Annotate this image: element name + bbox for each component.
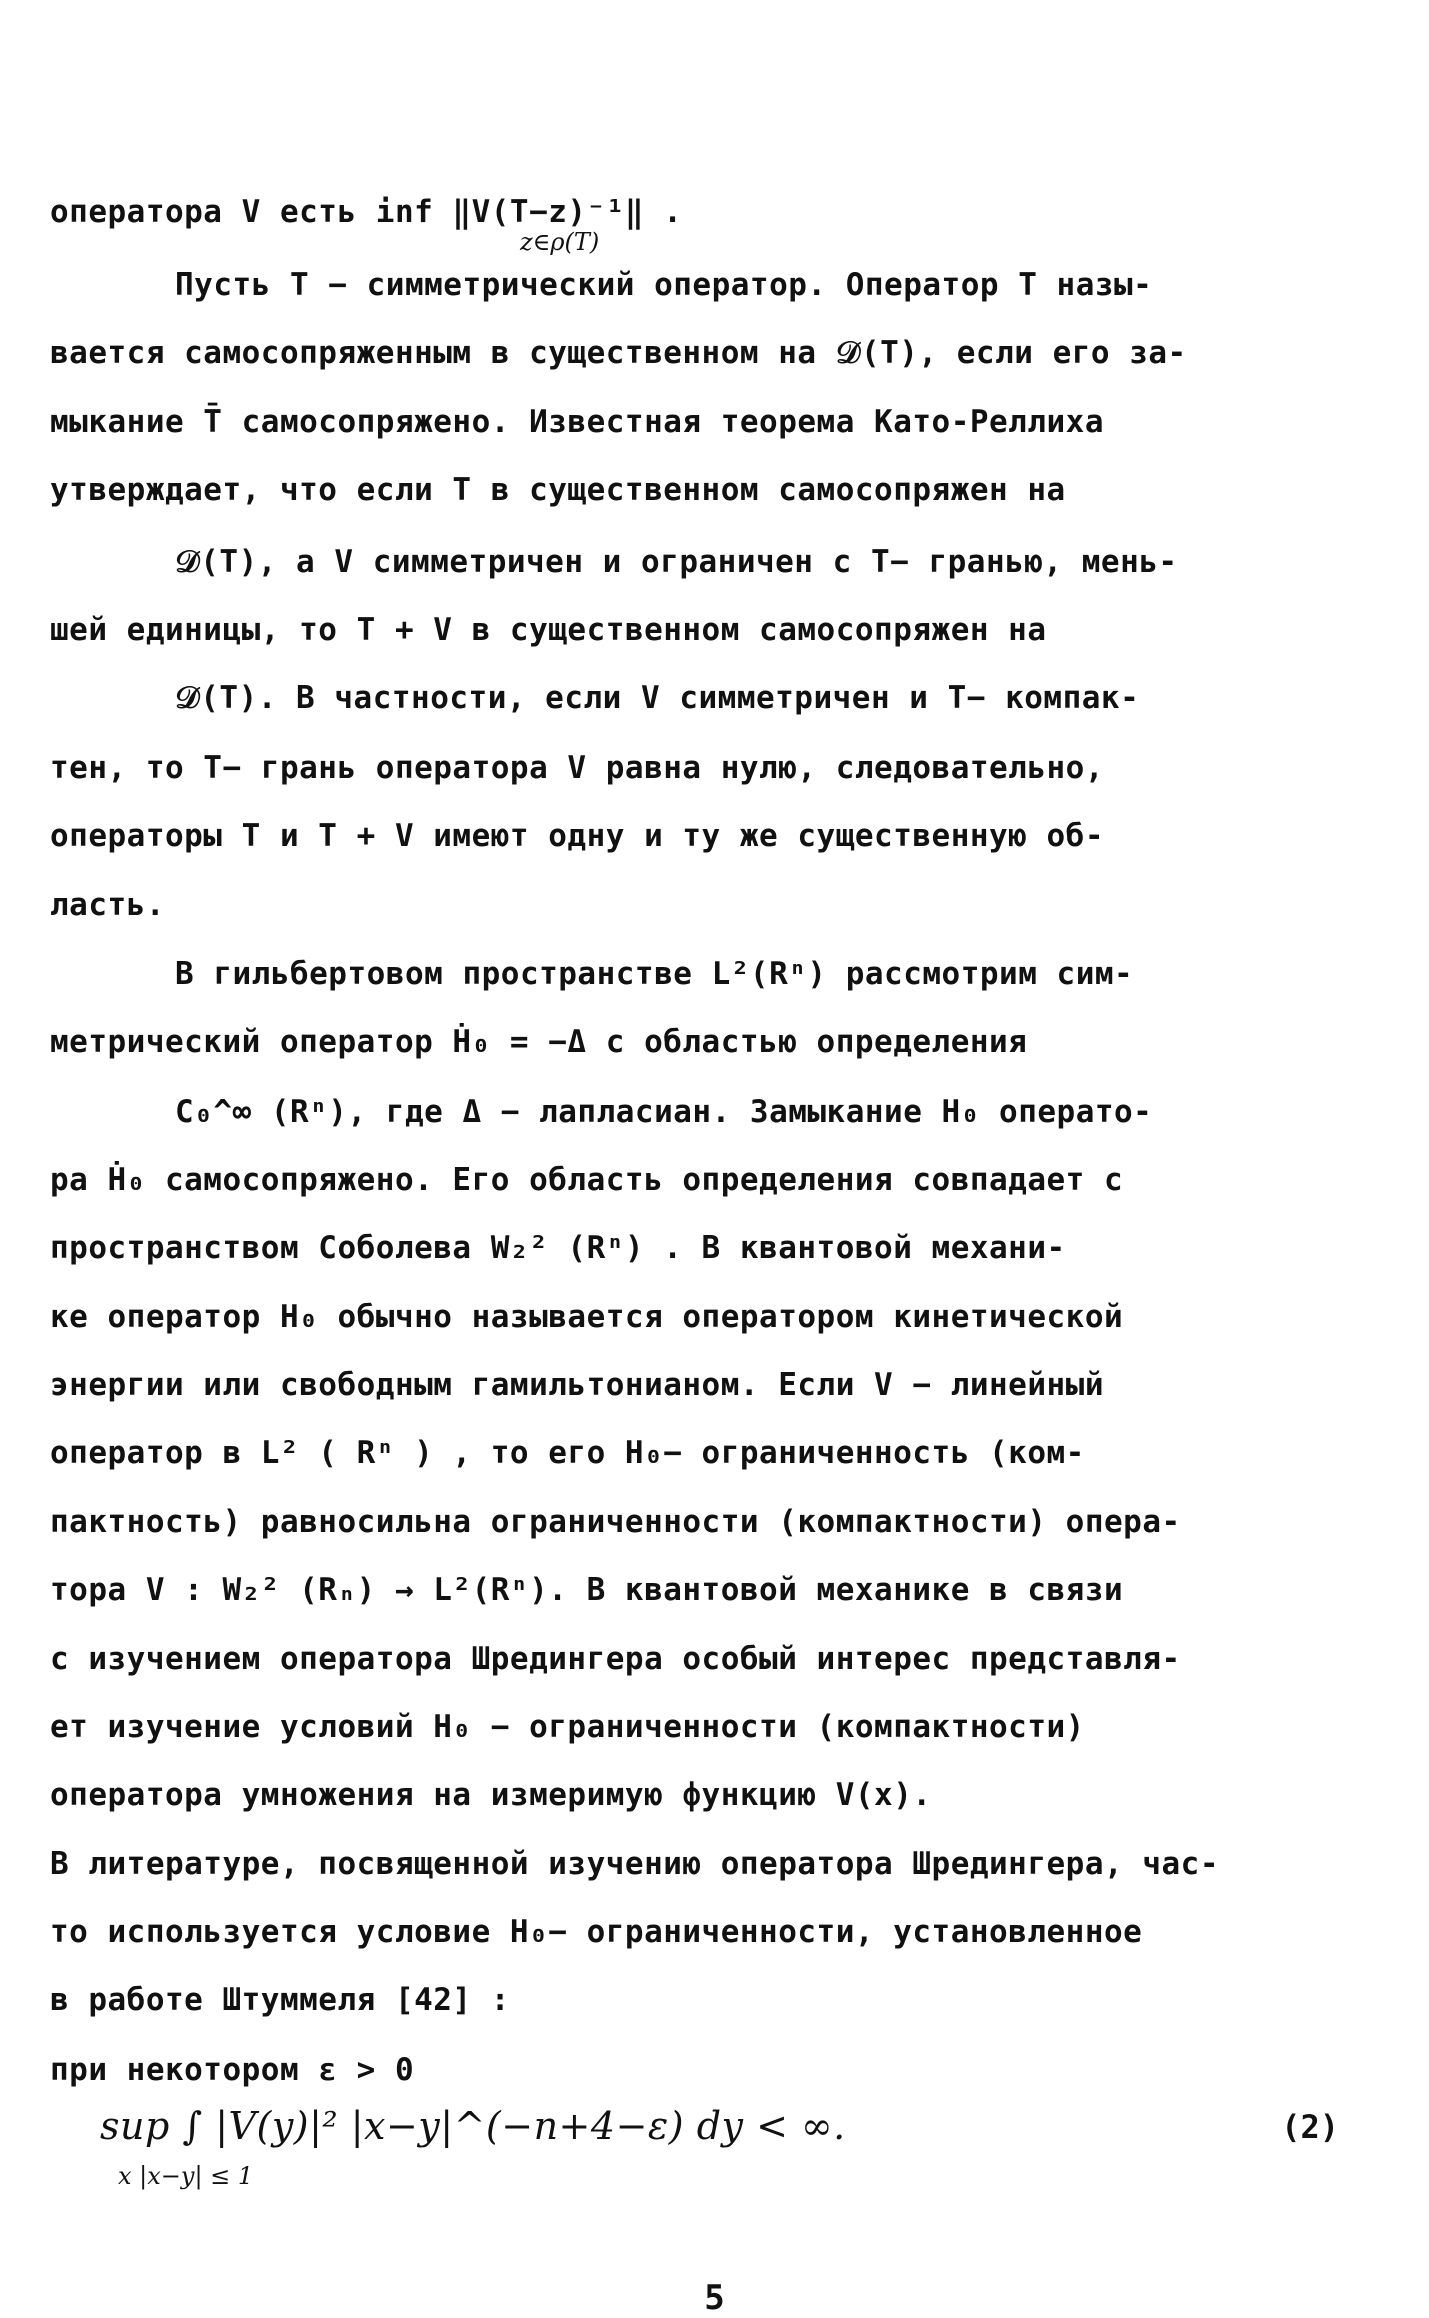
text-line: то используется условие H₀− ограниченности, установленное [50, 1914, 1143, 1950]
text-line: утверждает, что если T в существенном самосопряжен на [50, 472, 1066, 508]
text-line: 𝒟(T). В частности, если V симметричен и T− компак- [175, 680, 1140, 716]
text-line: оператора V есть inf ‖V(T−z)⁻¹‖ . [50, 194, 683, 230]
equation-text: sup ∫ |V(y)|² |x−y|^(−n+4−ε) dy < ∞. [100, 2104, 846, 2148]
text-line: В литературе, посвященной изучению оператора Шредингера, час- [50, 1846, 1219, 1882]
text-line: в работе Штуммеля [42] : [50, 1982, 510, 2018]
text-line: шей единицы, то T + V в существенном самосопряжен на [50, 612, 1047, 648]
text-line: тора V : W₂² (Rₙ) → L²(Rⁿ). В квантовой механике в связи [50, 1572, 1124, 1608]
text-line: с изучением оператора Шредингера особый интерес представля- [50, 1641, 1181, 1677]
text-line: ет изучение условий H₀ − ограниченности (компактности) [50, 1709, 1085, 1745]
text-line: пространством Соболева W₂² (Rⁿ) . В квантовой механи- [50, 1230, 1066, 1266]
text-line: при некотором ε > 0 [50, 2052, 415, 2088]
equation-subscript: x |x−y| ≤ 1 [118, 2162, 254, 2190]
text-line: оператора умножения на измеримую функцию V(x). [50, 1777, 932, 1813]
page-number: 5 [704, 2278, 725, 2318]
text-line: C₀^∞ (Rⁿ), где Δ − лапласиан. Замыкание H₀ операто- [175, 1094, 1153, 1130]
text-line: В гильбертовом пространстве L²(Rⁿ) рассмотрим сим- [175, 956, 1134, 992]
text-line: ласть. [50, 887, 165, 923]
text-line: энергии или свободным гамильтонианом. Если V − линейный [50, 1367, 1104, 1403]
text-line: пактность) равносильна ограниченности (компактности) опера- [50, 1504, 1181, 1540]
text-line: ра Ḣ₀ самосопряжено. Его область определения совпадает с [50, 1162, 1124, 1198]
text-line: ке оператор H₀ обычно называется оператором кинетической [50, 1299, 1124, 1335]
text-line: тен, то T− грань оператора V равна нулю, следовательно, [50, 750, 1104, 786]
text-line: 𝒟(T), а V симметричен и ограничен с T− гранью, мень- [175, 544, 1178, 580]
subscript-line: z∈ρ(T) [520, 228, 600, 256]
equation [100, 2104, 1390, 2151]
text-line: вается самосопряженным в существенном на 𝒟(T), если его за- [50, 335, 1187, 371]
equation-number: (2) [1281, 2108, 1339, 2146]
text-line: операторы T и T + V имеют одну и ту же существенную об- [50, 818, 1104, 854]
text-line: метрический оператор Ḣ₀ = −Δ с областью определения [50, 1024, 1028, 1060]
text-line: мыкание T̄ самосопряжено. Известная теорема Като-Реллиха [50, 404, 1104, 440]
text-line: Пусть T − симметрический оператор. Оператор T назы- [175, 267, 1153, 303]
text-line: оператор в L² ( Rⁿ ) , то его H₀− ограниченность (ком- [50, 1435, 1085, 1471]
